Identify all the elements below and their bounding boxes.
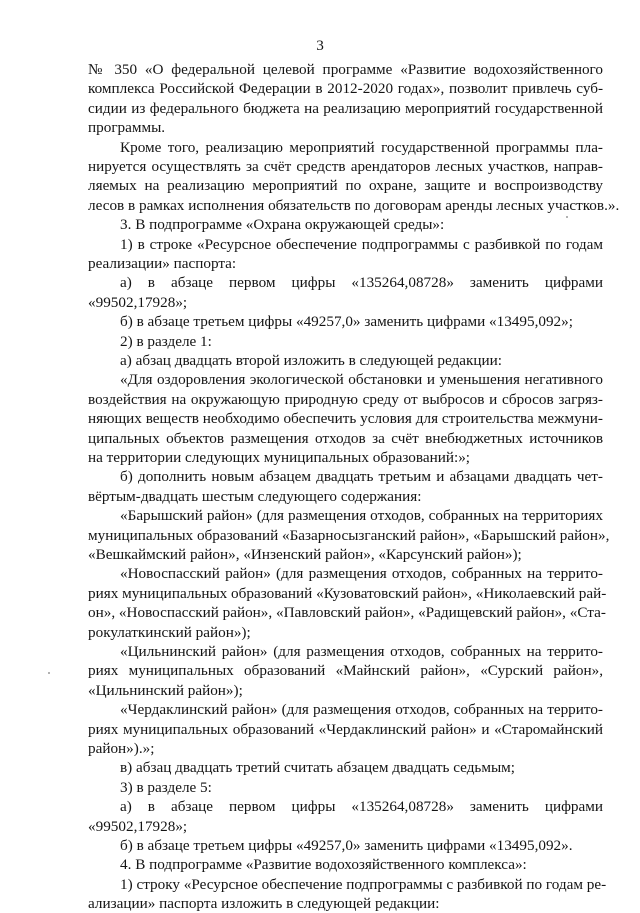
text-line: 3) в разделе 5: [120, 778, 212, 796]
text-line: вёртым-двадцать шестым следующего содержания: [88, 487, 422, 505]
text-line: лесов в рамках исполнения обязательств по договорам аренды лесных участков.». [88, 196, 620, 214]
text-line: Кроме того, реализацию мероприятий государственной программы пла- [120, 138, 603, 156]
text-line: район»).»; [88, 740, 155, 757]
text-line: ляемых на реализацию мероприятий по охране, защите и воспроизводству [88, 177, 603, 195]
text-line: воздействия на окружающую природную среду от выбросов и сбросов загряз- [88, 390, 603, 408]
text-line: ципальных объектов размещения отходов за счёт внебюджетных источников [88, 429, 603, 447]
text-line: «Для оздоровления экологической обстановки и уменьшения негативного [120, 371, 603, 389]
text-line: на территории следующих муниципальных образований:»; [88, 449, 471, 466]
text-line: № 350 «О федеральной целевой программе «Развитие водохозяйственного [88, 61, 603, 78]
text-line: ализации» паспорта изложить в следующей редакции: [88, 895, 440, 913]
text-line: риях муниципальных образований «Чердаклинский район» и «Старомайнский [88, 720, 603, 738]
text-line: муниципальных образований «Базарносызганский район», «Барышский район», [88, 526, 610, 544]
scan-speck [566, 216, 568, 218]
text-line: б) в абзаце третьем цифры «49257,0» заменить цифрами «13495,092». [120, 837, 573, 854]
text-line: реализации» паспорта: [88, 255, 237, 272]
text-line: он», «Новоспасский район», «Павловский район», «Радищевский район», «Ста- [88, 604, 606, 622]
page-number: 3 [316, 37, 324, 54]
text-line: программы. [88, 119, 166, 137]
text-line: б) в абзаце третьем цифры «49257,0» заменить цифрами «13495,092»; [120, 313, 573, 331]
text-line: «Барышский район» (для размещения отходов, собранных на территориях [120, 507, 603, 525]
text-line: «Чердаклинский район» (для размещения отходов, собранных на террито- [120, 701, 603, 719]
text-line: «Цильнинский район» (для размещения отходов, собранных на террито- [120, 643, 603, 660]
text-line: риях муниципальных образований «Майнский район», «Сурский район», [88, 662, 603, 680]
text-line: в) абзац двадцать третий считать абзацем двадцать седьмым; [120, 759, 515, 777]
text-line: сидии из федерального бюджета на реализацию мероприятий государственной [88, 99, 603, 117]
text-line: «Новоспасский район» (для размещения отходов, собранных на террито- [120, 565, 603, 583]
text-line: рокулаткинский район»); [88, 623, 251, 641]
text-line: 3. В подпрограмме «Охрана окружающей среды»: [120, 216, 445, 234]
text-line: «Вешкаймский район», «Инзенский район», «Карсунский район»); [88, 546, 522, 563]
text-line: б) дополнить новым абзацем двадцать третьим и абзацами двадцать чет- [120, 468, 603, 486]
text-line: а) в абзаце первом цифры «135264,08728» заменить цифрами [120, 274, 603, 292]
text-line: «99502,17928»; [88, 293, 188, 311]
text-line: 2) в разделе 1: [120, 332, 212, 350]
text-line: 1) строку «Ресурсное обеспечение подпрограммы с разбивкой по годам ре- [120, 875, 607, 893]
scan-speck [48, 672, 50, 674]
text-line: а) в абзаце первом цифры «135264,08728» заменить цифрами [120, 798, 603, 816]
text-line: а) абзац двадцать второй изложить в следующей редакции: [120, 352, 503, 369]
text-line: комплекса Российской Федерации в 2012-2020 годах», позволит привлечь суб- [88, 80, 603, 98]
text-line: «Цильнинский район»); [88, 681, 243, 699]
text-line: няющих веществ необходимо обеспечить условия для строительства межмуни- [88, 410, 603, 428]
text-line: 4. В подпрограмме «Развитие водохозяйственного комплекса»: [120, 856, 527, 874]
text-line: 1) в строке «Ресурсное обеспечение подпрограммы с разбивкой по годам [120, 235, 603, 253]
text-line: нируется осуществлять за счёт средств арендаторов лесных участков, направ- [88, 158, 603, 175]
text-line: «99502,17928»; [88, 817, 188, 835]
text-line: риях муниципальных образований «Кузоватовский район», «Николаевский рай- [88, 584, 607, 602]
